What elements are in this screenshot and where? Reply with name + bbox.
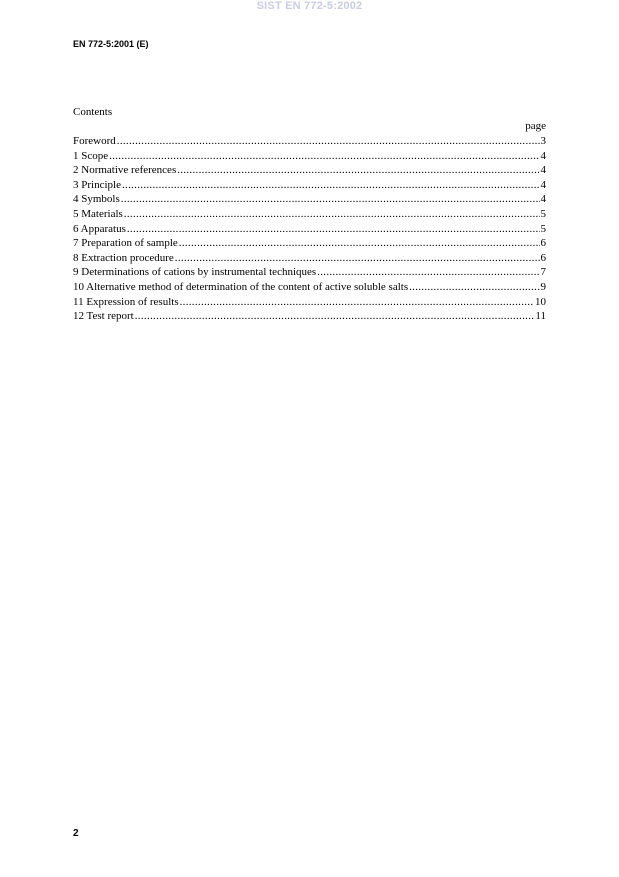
toc-entry-page: 9 xyxy=(540,280,546,293)
toc-dot-leader xyxy=(109,149,539,164)
toc-entry-page: 6 xyxy=(540,237,546,250)
toc-dot-leader xyxy=(117,134,540,149)
toc-dot-leader xyxy=(409,280,539,295)
toc-entry-expression-of-results[interactable] xyxy=(73,295,546,310)
toc-dot-leader xyxy=(180,295,534,310)
toc-entry-title: 12 Test report xyxy=(73,310,134,323)
toc-entry-title: 2 Normative references xyxy=(73,164,177,177)
toc-entry-page: 11 xyxy=(535,310,546,323)
page-number: 2 xyxy=(73,828,79,839)
toc-dot-leader xyxy=(135,309,535,324)
toc-entry-title: 8 Extraction procedure xyxy=(73,251,174,264)
toc-entry-title: 1 Scope xyxy=(73,149,109,162)
toc-dot-leader xyxy=(121,192,540,207)
toc-entry-page: 4 xyxy=(540,164,546,177)
toc-dot-leader xyxy=(177,163,539,178)
toc-dot-leader xyxy=(122,178,540,193)
document-header-id: EN 772-5:2001 (E) xyxy=(73,39,149,49)
toc-entry-principle[interactable] xyxy=(73,178,546,193)
watermark-standard-id: SIST EN 772-5:2002 xyxy=(256,0,363,12)
toc-dot-leader xyxy=(127,222,540,237)
table-of-contents xyxy=(73,134,546,324)
toc-entry-extraction-procedure[interactable] xyxy=(73,251,546,266)
toc-dot-leader xyxy=(179,236,540,251)
toc-entry-normative-references[interactable] xyxy=(73,163,546,178)
toc-entry-determinations-of-cations[interactable] xyxy=(73,265,546,280)
toc-entry-title: 5 Materials xyxy=(73,207,123,220)
toc-entry-page: 7 xyxy=(540,266,546,279)
toc-dot-leader xyxy=(317,265,539,280)
toc-entry-page: 6 xyxy=(540,251,546,264)
toc-entry-title: 10 Alternative method of determination of the content of active soluble salts xyxy=(73,280,409,293)
toc-dot-leader xyxy=(124,207,540,222)
toc-entry-preparation-of-sample[interactable] xyxy=(73,236,546,251)
toc-entry-symbols[interactable] xyxy=(73,192,546,207)
toc-entry-page: 10 xyxy=(535,295,546,308)
toc-entry-title: Foreword xyxy=(73,135,116,147)
contents-heading: Contents xyxy=(73,106,113,118)
toc-entry-scope[interactable] xyxy=(73,149,546,164)
toc-entry-title: 11 Expression of results xyxy=(73,295,179,308)
toc-entry-title: 3 Principle xyxy=(73,178,121,191)
toc-entry-page: 4 xyxy=(540,149,546,162)
toc-entry-title: 7 Preparation of sample xyxy=(73,237,178,250)
toc-entry-title: 4 Symbols xyxy=(73,193,120,206)
toc-entry-page: 4 xyxy=(540,178,546,191)
toc-entry-alternative-method[interactable] xyxy=(73,280,546,295)
toc-entry-title: 6 Apparatus xyxy=(73,222,126,235)
toc-entry-apparatus[interactable] xyxy=(73,222,546,237)
toc-entry-page: 5 xyxy=(540,207,546,220)
toc-entry-materials[interactable] xyxy=(73,207,546,222)
page-column-label: page xyxy=(525,120,546,132)
toc-dot-leader xyxy=(175,251,540,266)
toc-entry-page: 3 xyxy=(540,135,546,147)
toc-entry-page: 4 xyxy=(540,193,546,206)
toc-entry-page: 5 xyxy=(540,222,546,235)
toc-entry-foreword[interactable] xyxy=(73,134,546,149)
toc-entry-test-report[interactable] xyxy=(73,309,546,324)
toc-entry-title: 9 Determinations of cations by instrumental techniques xyxy=(73,266,317,279)
